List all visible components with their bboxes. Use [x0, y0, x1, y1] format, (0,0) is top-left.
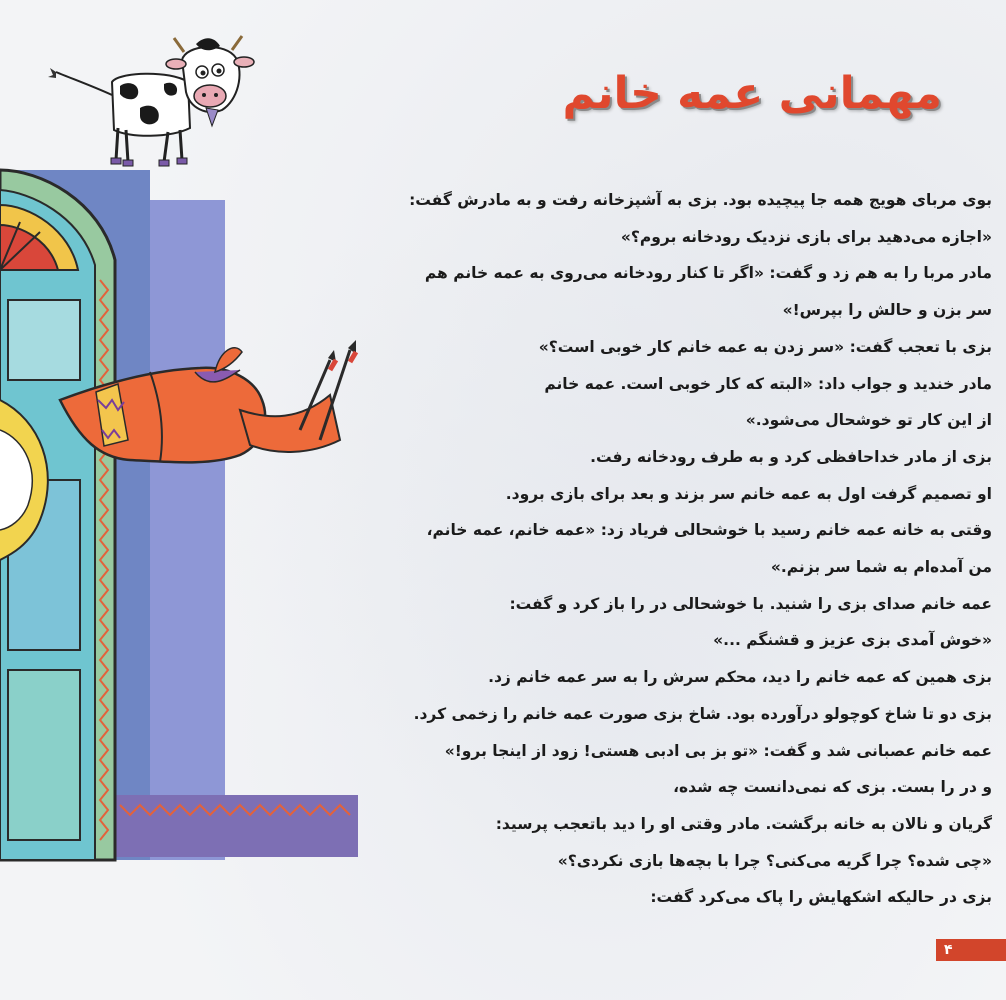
story-line: مادر مربا را به هم زد و گفت: «اگر تا کنار رودخانه می‌روی به عمه خانم هم	[424, 264, 992, 283]
story-line: «خوش آمدی بزی عزیز و قشنگم ...»	[713, 631, 992, 650]
story-line: و در را بست. بزی که نمی‌دانست چه شده،	[673, 778, 992, 797]
story-line: بوی مربای هویج همه جا پیچیده بود. بزی به آشپزخانه رفت و به مادرش گفت:	[409, 191, 992, 209]
page-number: ۴	[936, 939, 1006, 961]
story-line: بزی در حالیکه اشکهایش را پاک می‌کرد گفت:	[650, 888, 992, 907]
story-line: بزی دو تا شاخ کوچولو درآورده بود. شاخ بزی صورت عمه خانم را زخمی کرد.	[413, 704, 992, 723]
story-line: بزی با تعجب گفت: «سر زدن به عمه خانم کار خوبی است؟»	[538, 337, 992, 356]
story-line: عمه خانم عصبانی شد و گفت: «تو بز بی ادبی هستی! زود از اینجا برو!»	[444, 741, 992, 760]
story-line: من آمده‌ام به شما سر بزنم.»	[770, 558, 992, 577]
story-text	[222, 182, 992, 916]
story-line: «اجازه می‌دهید برای بازی نزدیک رودخانه بروم؟»	[620, 227, 992, 246]
page-title: مهمانی عمه خانم	[562, 68, 942, 119]
story-line: او تصمیم گرفت اول به عمه خانم سر بزند و بعد برای بازی برود.	[505, 484, 992, 503]
story-line: «چی شده؟ چرا گریه می‌کنی؟ چرا با بچه‌ها بازی نکردی؟»	[557, 851, 992, 870]
story-line: عمه خانم صدای بزی را شنید. با خوشحالی در را باز کرد و گفت:	[509, 594, 992, 613]
story-line: گریان و نالان به خانه برگشت. مادر وقتی او را دید باتعجب پرسید:	[495, 814, 992, 833]
story-line: از این کار تو خوشحال می‌شود.»	[745, 411, 992, 430]
story-line: بزی از مادر خداحافظی کرد و به طرف رودخانه رفت.	[590, 447, 992, 466]
story-line: مادر خندید و جواب داد: «البته که کار خوبی است. عمه خانم	[544, 374, 992, 393]
story-line: سر بزن و حالش را بپرس!»	[782, 301, 992, 320]
story-line: وقتی به خانه عمه خانم رسید با خوشحالی فریاد زد: «عمه خانم، عمه خانم،	[426, 521, 992, 540]
cow-illustration	[48, 36, 254, 166]
story-line: بزی همین که عمه خانم را دید، محکم سرش را به سر عمه خانم زد.	[488, 668, 992, 687]
